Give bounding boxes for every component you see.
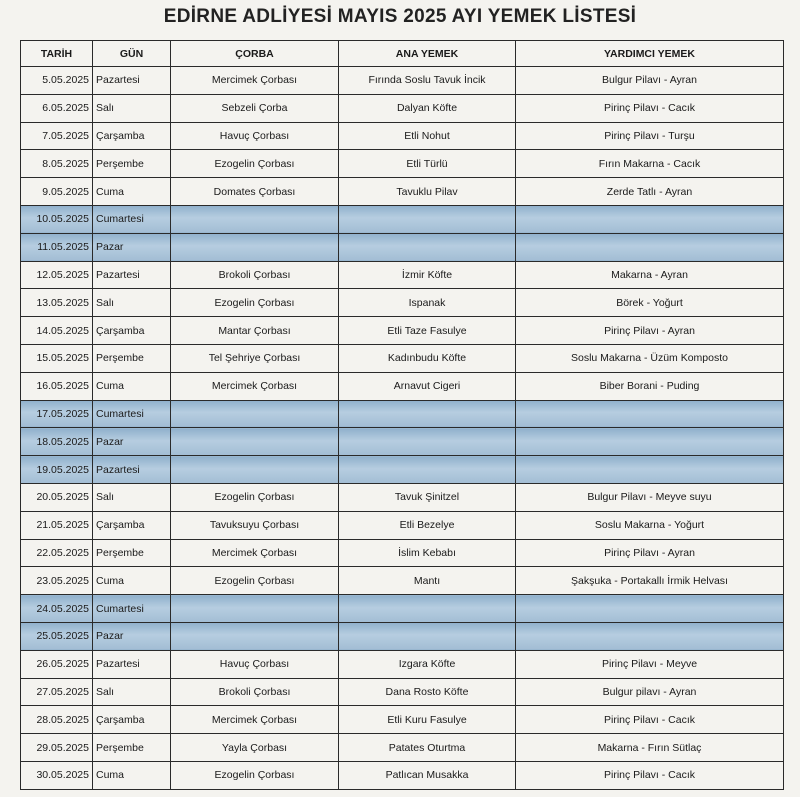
- date-cell: 13.05.2025: [21, 289, 93, 317]
- header-side: YARDIMCI YEMEK: [516, 41, 784, 67]
- date-cell: 6.05.2025: [21, 94, 93, 122]
- date-cell: 9.05.2025: [21, 178, 93, 206]
- main-dish-cell: Izgara Köfte: [339, 650, 516, 678]
- side-dish-cell: [516, 400, 784, 428]
- soup-cell: Ezogelin Çorbası: [171, 483, 339, 511]
- main-dish-cell: [339, 428, 516, 456]
- soup-cell: Mercimek Çorbası: [171, 67, 339, 95]
- side-dish-cell: [516, 428, 784, 456]
- soup-cell: Mercimek Çorbası: [171, 372, 339, 400]
- day-cell: Cumartesi: [93, 400, 171, 428]
- date-cell: 5.05.2025: [21, 67, 93, 95]
- day-cell: Cumartesi: [93, 595, 171, 623]
- table-row-holiday: [21, 622, 784, 650]
- soup-cell: [171, 428, 339, 456]
- table-row: [21, 122, 784, 150]
- day-cell: Çarşamba: [93, 317, 171, 345]
- date-cell: 16.05.2025: [21, 372, 93, 400]
- main-dish-cell: [339, 400, 516, 428]
- table-row: [21, 706, 784, 734]
- main-dish-cell: İslim Kebabı: [339, 539, 516, 567]
- day-cell: Cuma: [93, 178, 171, 206]
- soup-cell: Mantar Çorbası: [171, 317, 339, 345]
- date-cell: 24.05.2025: [21, 595, 93, 623]
- main-dish-cell: Patlıcan Musakka: [339, 761, 516, 789]
- main-dish-cell: Tavuk Şinitzel: [339, 483, 516, 511]
- soup-cell: Domates Çorbası: [171, 178, 339, 206]
- table-row: [21, 539, 784, 567]
- main-dish-cell: [339, 456, 516, 484]
- main-dish-cell: Patates Oturtma: [339, 734, 516, 762]
- table-row: [21, 483, 784, 511]
- table-row: [21, 511, 784, 539]
- day-cell: Cuma: [93, 567, 171, 595]
- table-row: [21, 344, 784, 372]
- soup-cell: Havuç Çorbası: [171, 650, 339, 678]
- date-cell: 10.05.2025: [21, 205, 93, 233]
- side-dish-cell: Pirinç Pilavı - Meyve: [516, 650, 784, 678]
- main-dish-cell: İzmir Köfte: [339, 261, 516, 289]
- main-dish-cell: Fırında Soslu Tavuk İncik: [339, 67, 516, 95]
- main-dish-cell: [339, 233, 516, 261]
- side-dish-cell: Pirinç Pilavı - Cacık: [516, 706, 784, 734]
- main-dish-cell: Etli Türlü: [339, 150, 516, 178]
- side-dish-cell: Pirinç Pilavı - Cacık: [516, 761, 784, 789]
- table-row-holiday: [21, 456, 784, 484]
- date-cell: 19.05.2025: [21, 456, 93, 484]
- date-cell: 15.05.2025: [21, 344, 93, 372]
- date-cell: 14.05.2025: [21, 317, 93, 345]
- soup-cell: Ezogelin Çorbası: [171, 150, 339, 178]
- day-cell: Cumartesi: [93, 205, 171, 233]
- side-dish-cell: Makarna - Fırın Sütlaç: [516, 734, 784, 762]
- main-dish-cell: Etli Bezelye: [339, 511, 516, 539]
- side-dish-cell: Bulgur pilavı - Ayran: [516, 678, 784, 706]
- table-row: [21, 650, 784, 678]
- date-cell: 7.05.2025: [21, 122, 93, 150]
- table-row-holiday: [21, 205, 784, 233]
- date-cell: 12.05.2025: [21, 261, 93, 289]
- menu-table: [20, 40, 784, 790]
- date-cell: 26.05.2025: [21, 650, 93, 678]
- soup-cell: Yayla Çorbası: [171, 734, 339, 762]
- side-dish-cell: Pirinç Pilavı - Ayran: [516, 539, 784, 567]
- side-dish-cell: Pirinç Pilavı - Ayran: [516, 317, 784, 345]
- soup-cell: Tel Şehriye Çorbası: [171, 344, 339, 372]
- date-cell: 18.05.2025: [21, 428, 93, 456]
- soup-cell: Brokoli Çorbası: [171, 678, 339, 706]
- day-cell: Pazartesi: [93, 67, 171, 95]
- soup-cell: Brokoli Çorbası: [171, 261, 339, 289]
- table-row-holiday: [21, 595, 784, 623]
- date-cell: 22.05.2025: [21, 539, 93, 567]
- table-row: [21, 761, 784, 789]
- menu-body: [21, 67, 784, 790]
- soup-cell: Havuç Çorbası: [171, 122, 339, 150]
- date-cell: 20.05.2025: [21, 483, 93, 511]
- side-dish-cell: [516, 233, 784, 261]
- day-cell: Salı: [93, 94, 171, 122]
- soup-cell: [171, 622, 339, 650]
- side-dish-cell: Biber Borani - Puding: [516, 372, 784, 400]
- table-row: [21, 567, 784, 595]
- main-dish-cell: Etli Kuru Fasulye: [339, 706, 516, 734]
- main-dish-cell: Ispanak: [339, 289, 516, 317]
- side-dish-cell: Bulgur Pilavı - Meyve suyu: [516, 483, 784, 511]
- soup-cell: [171, 400, 339, 428]
- main-dish-cell: Dalyan Köfte: [339, 94, 516, 122]
- main-dish-cell: Arnavut Cigeri: [339, 372, 516, 400]
- main-dish-cell: Kadınbudu Köfte: [339, 344, 516, 372]
- date-cell: 23.05.2025: [21, 567, 93, 595]
- day-cell: Salı: [93, 289, 171, 317]
- header-main: ANA YEMEK: [339, 41, 516, 67]
- main-dish-cell: Dana Rosto Köfte: [339, 678, 516, 706]
- soup-cell: Mercimek Çorbası: [171, 706, 339, 734]
- main-dish-cell: Etli Taze Fasulye: [339, 317, 516, 345]
- main-dish-cell: Etli Nohut: [339, 122, 516, 150]
- side-dish-cell: [516, 205, 784, 233]
- date-cell: 27.05.2025: [21, 678, 93, 706]
- day-cell: Cuma: [93, 761, 171, 789]
- soup-cell: Ezogelin Çorbası: [171, 567, 339, 595]
- day-cell: Çarşamba: [93, 122, 171, 150]
- table-row: [21, 94, 784, 122]
- side-dish-cell: [516, 595, 784, 623]
- date-cell: 8.05.2025: [21, 150, 93, 178]
- main-dish-cell: [339, 622, 516, 650]
- table-row-holiday: [21, 428, 784, 456]
- side-dish-cell: Şakşuka - Portakallı İrmik Helvası: [516, 567, 784, 595]
- day-cell: Perşembe: [93, 539, 171, 567]
- day-cell: Çarşamba: [93, 511, 171, 539]
- day-cell: Pazar: [93, 622, 171, 650]
- soup-cell: [171, 233, 339, 261]
- day-cell: Cuma: [93, 372, 171, 400]
- header-soup: ÇORBA: [171, 41, 339, 67]
- side-dish-cell: Soslu Makarna - Üzüm Komposto: [516, 344, 784, 372]
- soup-cell: [171, 595, 339, 623]
- date-cell: 29.05.2025: [21, 734, 93, 762]
- table-row: [21, 372, 784, 400]
- date-cell: 28.05.2025: [21, 706, 93, 734]
- day-cell: Pazartesi: [93, 261, 171, 289]
- main-dish-cell: [339, 595, 516, 623]
- main-dish-cell: Tavuklu Pilav: [339, 178, 516, 206]
- date-cell: 17.05.2025: [21, 400, 93, 428]
- table-row: [21, 178, 784, 206]
- day-cell: Çarşamba: [93, 706, 171, 734]
- header-day: GÜN: [93, 41, 171, 67]
- side-dish-cell: Makarna - Ayran: [516, 261, 784, 289]
- soup-cell: Sebzeli Çorba: [171, 94, 339, 122]
- side-dish-cell: Börek - Yoğurt: [516, 289, 784, 317]
- side-dish-cell: [516, 622, 784, 650]
- day-cell: Pazartesi: [93, 650, 171, 678]
- soup-cell: Ezogelin Çorbası: [171, 289, 339, 317]
- date-cell: 11.05.2025: [21, 233, 93, 261]
- table-row: [21, 150, 784, 178]
- day-cell: Salı: [93, 678, 171, 706]
- day-cell: Salı: [93, 483, 171, 511]
- main-dish-cell: Mantı: [339, 567, 516, 595]
- side-dish-cell: Soslu Makarna - Yoğurt: [516, 511, 784, 539]
- date-cell: 30.05.2025: [21, 761, 93, 789]
- soup-cell: Mercimek Çorbası: [171, 539, 339, 567]
- table-row: [21, 734, 784, 762]
- side-dish-cell: Fırın Makarna - Cacık: [516, 150, 784, 178]
- table-row: [21, 67, 784, 95]
- day-cell: Perşembe: [93, 734, 171, 762]
- table-row-holiday: [21, 233, 784, 261]
- header-row: [21, 41, 784, 67]
- side-dish-cell: Zerde Tatlı - Ayran: [516, 178, 784, 206]
- main-dish-cell: [339, 205, 516, 233]
- day-cell: Pazartesi: [93, 456, 171, 484]
- table-row: [21, 678, 784, 706]
- side-dish-cell: Pirinç Pilavı - Turşu: [516, 122, 784, 150]
- day-cell: Pazar: [93, 233, 171, 261]
- table-row: [21, 261, 784, 289]
- day-cell: Perşembe: [93, 150, 171, 178]
- table-row: [21, 317, 784, 345]
- table-row: [21, 289, 784, 317]
- side-dish-cell: [516, 456, 784, 484]
- page-title: EDİRNE ADLİYESİ MAYIS 2025 AYI YEMEK LİSTESİ: [163, 6, 637, 27]
- table-row-holiday: [21, 400, 784, 428]
- date-cell: 25.05.2025: [21, 622, 93, 650]
- day-cell: Pazar: [93, 428, 171, 456]
- header-date: TARİH: [21, 41, 93, 67]
- soup-cell: Tavuksuyu Çorbası: [171, 511, 339, 539]
- soup-cell: [171, 205, 339, 233]
- side-dish-cell: Pirinç Pilavı - Cacık: [516, 94, 784, 122]
- day-cell: Perşembe: [93, 344, 171, 372]
- soup-cell: Ezogelin Çorbası: [171, 761, 339, 789]
- soup-cell: [171, 456, 339, 484]
- date-cell: 21.05.2025: [21, 511, 93, 539]
- side-dish-cell: Bulgur Pilavı - Ayran: [516, 67, 784, 95]
